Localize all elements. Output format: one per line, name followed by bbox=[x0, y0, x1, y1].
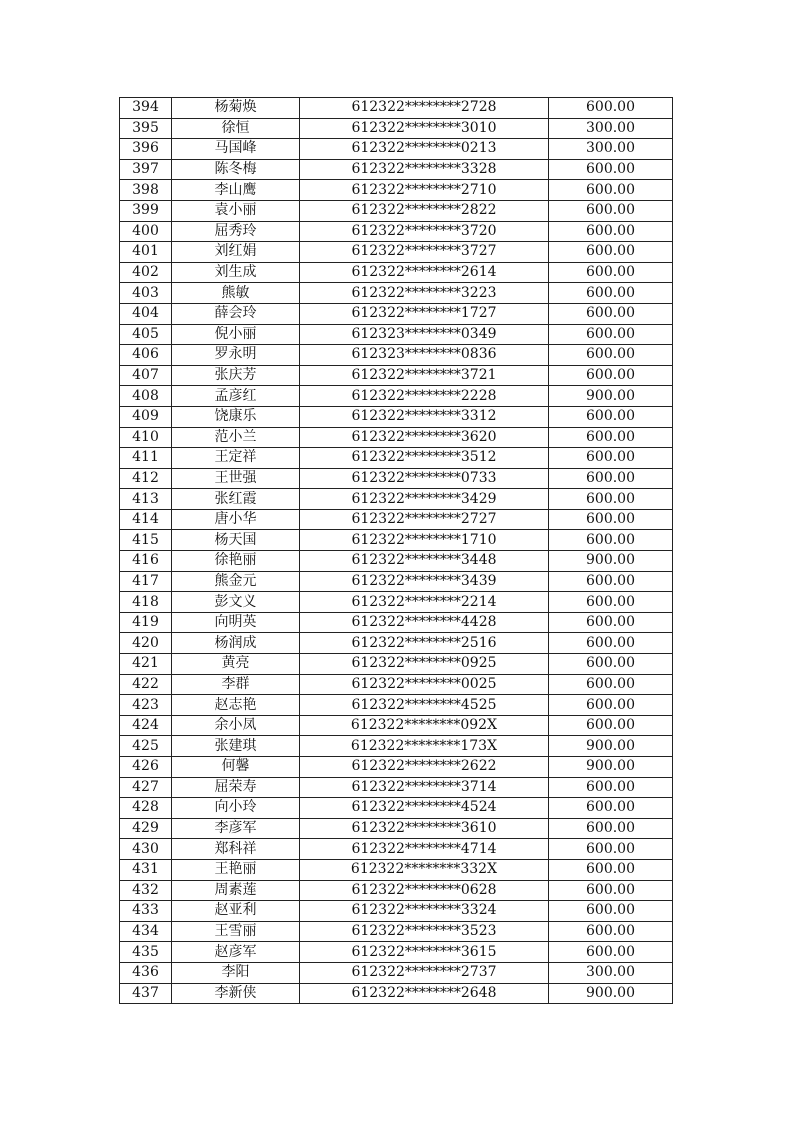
name-cell: 陈冬梅 bbox=[172, 159, 300, 180]
name-cell: 李新侠 bbox=[172, 983, 300, 1004]
table-row bbox=[120, 612, 673, 633]
id-number-cell: 612322********3523 bbox=[300, 921, 549, 942]
table-row bbox=[120, 839, 673, 860]
table-row bbox=[120, 551, 673, 572]
amount-cell: 300.00 bbox=[549, 118, 673, 139]
name-cell: 李阳 bbox=[172, 962, 300, 983]
row-number-cell: 415 bbox=[120, 530, 172, 551]
table-row bbox=[120, 757, 673, 778]
name-cell: 彭文义 bbox=[172, 592, 300, 613]
name-cell: 王世强 bbox=[172, 468, 300, 489]
name-cell: 周素莲 bbox=[172, 880, 300, 901]
amount-cell: 900.00 bbox=[549, 736, 673, 757]
id-number-cell: 612322********3223 bbox=[300, 283, 549, 304]
table-row bbox=[120, 674, 673, 695]
name-cell: 倪小丽 bbox=[172, 324, 300, 345]
table-row bbox=[120, 818, 673, 839]
amount-cell: 600.00 bbox=[549, 777, 673, 798]
roster-table bbox=[119, 97, 673, 1004]
amount-cell: 600.00 bbox=[549, 571, 673, 592]
amount-cell: 600.00 bbox=[549, 798, 673, 819]
id-number-cell: 612322********3620 bbox=[300, 427, 549, 448]
id-number-cell: 612322********2728 bbox=[300, 98, 549, 119]
id-number-cell: 612322********3512 bbox=[300, 448, 549, 469]
amount-cell: 600.00 bbox=[549, 695, 673, 716]
name-cell: 熊敏 bbox=[172, 283, 300, 304]
row-number-cell: 431 bbox=[120, 859, 172, 880]
table-row bbox=[120, 777, 673, 798]
name-cell: 张建琪 bbox=[172, 736, 300, 757]
row-number-cell: 403 bbox=[120, 283, 172, 304]
name-cell: 余小凤 bbox=[172, 715, 300, 736]
row-number-cell: 396 bbox=[120, 139, 172, 160]
table-row bbox=[120, 303, 673, 324]
amount-cell: 600.00 bbox=[549, 839, 673, 860]
row-number-cell: 398 bbox=[120, 180, 172, 201]
id-number-cell: 612322********0925 bbox=[300, 654, 549, 675]
name-cell: 王雪丽 bbox=[172, 921, 300, 942]
amount-cell: 600.00 bbox=[549, 303, 673, 324]
id-number-cell: 612322********3324 bbox=[300, 901, 549, 922]
row-number-cell: 416 bbox=[120, 551, 172, 572]
row-number-cell: 410 bbox=[120, 427, 172, 448]
row-number-cell: 399 bbox=[120, 200, 172, 221]
amount-cell: 600.00 bbox=[549, 159, 673, 180]
table-row bbox=[120, 715, 673, 736]
id-number-cell: 612322********2648 bbox=[300, 983, 549, 1004]
row-number-cell: 395 bbox=[120, 118, 172, 139]
id-number-cell: 612322********2228 bbox=[300, 386, 549, 407]
name-cell: 张庆芳 bbox=[172, 365, 300, 386]
id-number-cell: 612322********3720 bbox=[300, 221, 549, 242]
row-number-cell: 409 bbox=[120, 406, 172, 427]
row-number-cell: 401 bbox=[120, 242, 172, 263]
table-row bbox=[120, 386, 673, 407]
table-row bbox=[120, 139, 673, 160]
amount-cell: 600.00 bbox=[549, 324, 673, 345]
table-row bbox=[120, 118, 673, 139]
amount-cell: 900.00 bbox=[549, 386, 673, 407]
row-number-cell: 423 bbox=[120, 695, 172, 716]
row-number-cell: 422 bbox=[120, 674, 172, 695]
table-row bbox=[120, 242, 673, 263]
name-cell: 刘生成 bbox=[172, 262, 300, 283]
table-row bbox=[120, 592, 673, 613]
name-cell: 赵志艳 bbox=[172, 695, 300, 716]
row-number-cell: 404 bbox=[120, 303, 172, 324]
name-cell: 刘红娟 bbox=[172, 242, 300, 263]
row-number-cell: 408 bbox=[120, 386, 172, 407]
table-row bbox=[120, 283, 673, 304]
name-cell: 杨天国 bbox=[172, 530, 300, 551]
table-row bbox=[120, 798, 673, 819]
amount-cell: 600.00 bbox=[549, 633, 673, 654]
id-number-cell: 612322********3721 bbox=[300, 365, 549, 386]
table-row bbox=[120, 571, 673, 592]
amount-cell: 300.00 bbox=[549, 139, 673, 160]
table-row bbox=[120, 489, 673, 510]
id-number-cell: 612322********3328 bbox=[300, 159, 549, 180]
amount-cell: 600.00 bbox=[549, 612, 673, 633]
id-number-cell: 612322********2614 bbox=[300, 262, 549, 283]
name-cell: 向小玲 bbox=[172, 798, 300, 819]
amount-cell: 600.00 bbox=[549, 818, 673, 839]
amount-cell: 600.00 bbox=[549, 468, 673, 489]
name-cell: 杨菊焕 bbox=[172, 98, 300, 119]
table-row bbox=[120, 859, 673, 880]
row-number-cell: 397 bbox=[120, 159, 172, 180]
id-number-cell: 612322********3312 bbox=[300, 406, 549, 427]
amount-cell: 600.00 bbox=[549, 489, 673, 510]
table-row bbox=[120, 448, 673, 469]
table-row bbox=[120, 406, 673, 427]
table-row bbox=[120, 324, 673, 345]
amount-cell: 600.00 bbox=[549, 242, 673, 263]
name-cell: 向明英 bbox=[172, 612, 300, 633]
id-number-cell: 612322********332X bbox=[300, 859, 549, 880]
name-cell: 李山鹰 bbox=[172, 180, 300, 201]
id-number-cell: 612322********092X bbox=[300, 715, 549, 736]
row-number-cell: 436 bbox=[120, 962, 172, 983]
amount-cell: 600.00 bbox=[549, 200, 673, 221]
row-number-cell: 434 bbox=[120, 921, 172, 942]
id-number-cell: 612322********2727 bbox=[300, 509, 549, 530]
row-number-cell: 413 bbox=[120, 489, 172, 510]
id-number-cell: 612322********1727 bbox=[300, 303, 549, 324]
amount-cell: 600.00 bbox=[549, 509, 673, 530]
amount-cell: 600.00 bbox=[549, 448, 673, 469]
row-number-cell: 405 bbox=[120, 324, 172, 345]
name-cell: 赵亚利 bbox=[172, 901, 300, 922]
row-number-cell: 435 bbox=[120, 942, 172, 963]
row-number-cell: 406 bbox=[120, 345, 172, 366]
table-row bbox=[120, 427, 673, 448]
amount-cell: 600.00 bbox=[549, 921, 673, 942]
table-row bbox=[120, 983, 673, 1004]
row-number-cell: 420 bbox=[120, 633, 172, 654]
amount-cell: 600.00 bbox=[549, 221, 673, 242]
row-number-cell: 426 bbox=[120, 757, 172, 778]
row-number-cell: 433 bbox=[120, 901, 172, 922]
table-row bbox=[120, 365, 673, 386]
row-number-cell: 424 bbox=[120, 715, 172, 736]
row-number-cell: 425 bbox=[120, 736, 172, 757]
table-row bbox=[120, 921, 673, 942]
amount-cell: 300.00 bbox=[549, 962, 673, 983]
table-row bbox=[120, 509, 673, 530]
amount-cell: 900.00 bbox=[549, 551, 673, 572]
table-row bbox=[120, 468, 673, 489]
table-row bbox=[120, 200, 673, 221]
table-row bbox=[120, 633, 673, 654]
id-number-cell: 612322********2822 bbox=[300, 200, 549, 221]
table-row bbox=[120, 654, 673, 675]
id-number-cell: 612322********2516 bbox=[300, 633, 549, 654]
amount-cell: 600.00 bbox=[549, 98, 673, 119]
amount-cell: 600.00 bbox=[549, 880, 673, 901]
amount-cell: 600.00 bbox=[549, 674, 673, 695]
id-number-cell: 612322********0213 bbox=[300, 139, 549, 160]
id-number-cell: 612323********0836 bbox=[300, 345, 549, 366]
table-row bbox=[120, 942, 673, 963]
id-number-cell: 612322********3439 bbox=[300, 571, 549, 592]
name-cell: 徐恒 bbox=[172, 118, 300, 139]
name-cell: 范小兰 bbox=[172, 427, 300, 448]
row-number-cell: 418 bbox=[120, 592, 172, 613]
amount-cell: 600.00 bbox=[549, 180, 673, 201]
amount-cell: 600.00 bbox=[549, 592, 673, 613]
id-number-cell: 612322********3448 bbox=[300, 551, 549, 572]
roster-table-body bbox=[120, 98, 673, 1004]
name-cell: 罗永明 bbox=[172, 345, 300, 366]
name-cell: 屈荣寿 bbox=[172, 777, 300, 798]
name-cell: 熊金元 bbox=[172, 571, 300, 592]
amount-cell: 600.00 bbox=[549, 283, 673, 304]
table-row bbox=[120, 901, 673, 922]
name-cell: 唐小华 bbox=[172, 509, 300, 530]
name-cell: 杨润成 bbox=[172, 633, 300, 654]
name-cell: 何馨 bbox=[172, 757, 300, 778]
id-number-cell: 612322********1710 bbox=[300, 530, 549, 551]
row-number-cell: 417 bbox=[120, 571, 172, 592]
id-number-cell: 612322********3727 bbox=[300, 242, 549, 263]
name-cell: 李群 bbox=[172, 674, 300, 695]
id-number-cell: 612322********3714 bbox=[300, 777, 549, 798]
name-cell: 王艳丽 bbox=[172, 859, 300, 880]
amount-cell: 900.00 bbox=[549, 757, 673, 778]
id-number-cell: 612322********0733 bbox=[300, 468, 549, 489]
name-cell: 徐艳丽 bbox=[172, 551, 300, 572]
id-number-cell: 612322********4524 bbox=[300, 798, 549, 819]
row-number-cell: 437 bbox=[120, 983, 172, 1004]
row-number-cell: 429 bbox=[120, 818, 172, 839]
id-number-cell: 612322********4714 bbox=[300, 839, 549, 860]
id-number-cell: 612322********2622 bbox=[300, 757, 549, 778]
row-number-cell: 411 bbox=[120, 448, 172, 469]
row-number-cell: 432 bbox=[120, 880, 172, 901]
id-number-cell: 612322********3010 bbox=[300, 118, 549, 139]
name-cell: 马国峰 bbox=[172, 139, 300, 160]
amount-cell: 600.00 bbox=[549, 262, 673, 283]
name-cell: 饶康乐 bbox=[172, 406, 300, 427]
name-cell: 李彦军 bbox=[172, 818, 300, 839]
table-row bbox=[120, 180, 673, 201]
id-number-cell: 612322********0025 bbox=[300, 674, 549, 695]
table-row bbox=[120, 262, 673, 283]
name-cell: 薛会玲 bbox=[172, 303, 300, 324]
table-row bbox=[120, 880, 673, 901]
row-number-cell: 421 bbox=[120, 654, 172, 675]
amount-cell: 600.00 bbox=[549, 715, 673, 736]
table-row bbox=[120, 221, 673, 242]
row-number-cell: 407 bbox=[120, 365, 172, 386]
table-row bbox=[120, 530, 673, 551]
amount-cell: 600.00 bbox=[549, 345, 673, 366]
id-number-cell: 612322********2737 bbox=[300, 962, 549, 983]
id-number-cell: 612322********3429 bbox=[300, 489, 549, 510]
id-number-cell: 612322********3610 bbox=[300, 818, 549, 839]
row-number-cell: 427 bbox=[120, 777, 172, 798]
id-number-cell: 612322********4428 bbox=[300, 612, 549, 633]
table-row bbox=[120, 695, 673, 716]
row-number-cell: 428 bbox=[120, 798, 172, 819]
id-number-cell: 612322********2214 bbox=[300, 592, 549, 613]
name-cell: 屈秀玲 bbox=[172, 221, 300, 242]
amount-cell: 600.00 bbox=[549, 427, 673, 448]
table-row bbox=[120, 159, 673, 180]
name-cell: 王定祥 bbox=[172, 448, 300, 469]
amount-cell: 600.00 bbox=[549, 654, 673, 675]
table-row bbox=[120, 345, 673, 366]
id-number-cell: 612322********173X bbox=[300, 736, 549, 757]
amount-cell: 600.00 bbox=[549, 942, 673, 963]
amount-cell: 600.00 bbox=[549, 859, 673, 880]
amount-cell: 600.00 bbox=[549, 901, 673, 922]
amount-cell: 600.00 bbox=[549, 406, 673, 427]
amount-cell: 600.00 bbox=[549, 530, 673, 551]
name-cell: 赵彦军 bbox=[172, 942, 300, 963]
id-number-cell: 612322********4525 bbox=[300, 695, 549, 716]
row-number-cell: 402 bbox=[120, 262, 172, 283]
id-number-cell: 612322********3615 bbox=[300, 942, 549, 963]
id-number-cell: 612322********2710 bbox=[300, 180, 549, 201]
name-cell: 袁小丽 bbox=[172, 200, 300, 221]
name-cell: 孟彦红 bbox=[172, 386, 300, 407]
table-row bbox=[120, 962, 673, 983]
row-number-cell: 394 bbox=[120, 98, 172, 119]
row-number-cell: 414 bbox=[120, 509, 172, 530]
amount-cell: 600.00 bbox=[549, 365, 673, 386]
name-cell: 黄亮 bbox=[172, 654, 300, 675]
row-number-cell: 419 bbox=[120, 612, 172, 633]
row-number-cell: 412 bbox=[120, 468, 172, 489]
table-row bbox=[120, 736, 673, 757]
amount-cell: 900.00 bbox=[549, 983, 673, 1004]
id-number-cell: 612322********0628 bbox=[300, 880, 549, 901]
name-cell: 张红霞 bbox=[172, 489, 300, 510]
name-cell: 郑科祥 bbox=[172, 839, 300, 860]
table-row bbox=[120, 98, 673, 119]
row-number-cell: 430 bbox=[120, 839, 172, 860]
id-number-cell: 612323********0349 bbox=[300, 324, 549, 345]
row-number-cell: 400 bbox=[120, 221, 172, 242]
